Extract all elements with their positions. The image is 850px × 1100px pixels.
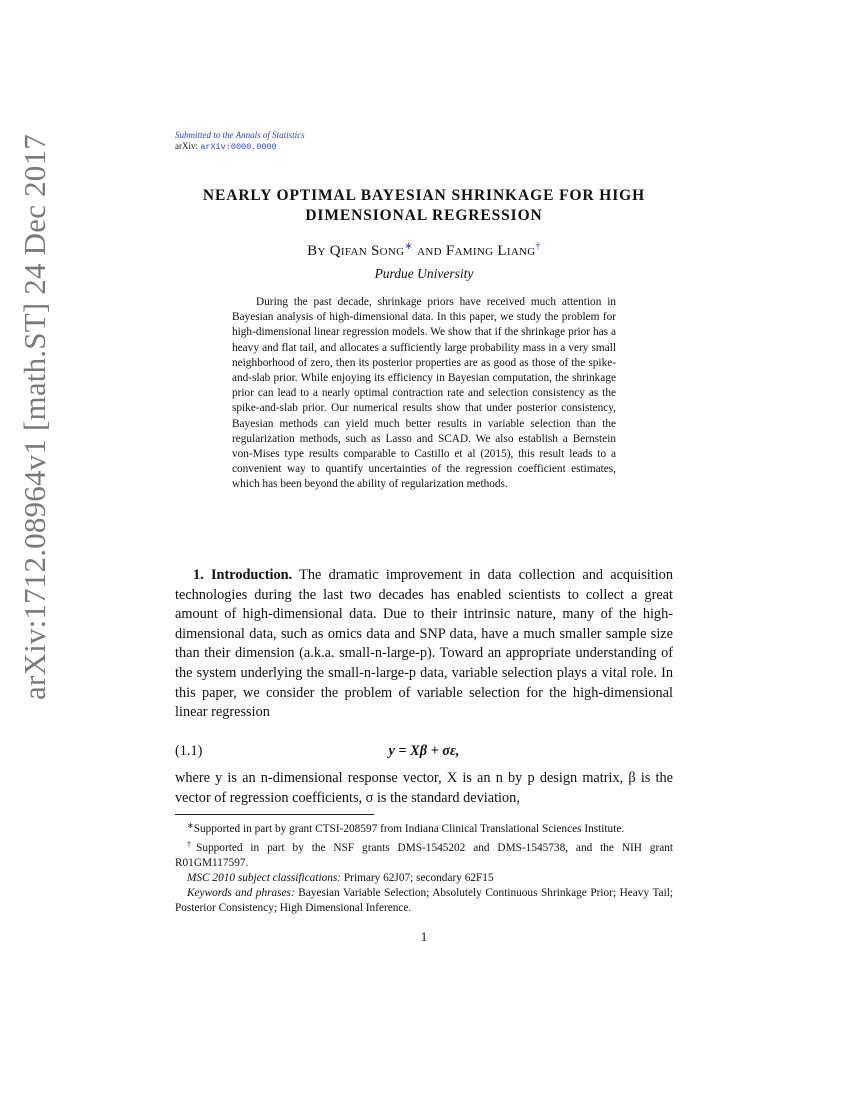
keywords-label: Keywords and phrases: [187, 887, 295, 900]
msc-label: MSC 2010 subject classifications: [187, 872, 342, 885]
arxiv-prefix: arXiv: [175, 141, 201, 151]
footnote-2-mark: † [187, 840, 197, 850]
abstract: During the past decade, shrinkage priors have received much attention in Bayesian analysis of high-dimensional data. In this paper, we study the problem for high-dimensional linear regression models. We show that if the shrinkage prior has a heavy and flat tail, and allocates a sufficiently large probability mass in a very small neighborhood of zero, then its posterior properties are as good as those of the spike-and-slab prior. While enjoying its efficiency in Bayesian computation, the shrinkage prior can lead to a nearly optimal contraction rate and selection consistency as the spike-and-slab prior. Our numerical results show that under posterior consistency, Bayesian methods can yield much better results in variable selection than the regularization methods, such as Lasso and SCAD. We also establish a Bernstein von-Mises type results comparable to Castillo et al (2015), this result leads to a convenient way to quantify uncertainties of the regression coefficient estimates, which has been beyond the ability of regularization methods. [232, 296, 616, 491]
introduction-paragraph [175, 566, 673, 723]
introduction-text: The dramatic improvement in data collection and acquisition technologies during the last two decades has enabled scientists to collect a great amount of high-dimensional data. Due to their intrinsic nature, many of the high-dimensional data, such as omics data and SNP data, have a much smaller sample size than their dimension (a.k.a. small-n-large-p). Toward an appropriate understanding of the system underlying the small-n-large-p data, variable selection plays a vital role. In this paper, we consider the problem of variable selection for the high-dimensional linear regression [175, 567, 673, 721]
footnotes [175, 818, 673, 917]
footnote-divider [175, 814, 374, 815]
arxiv-identifier [175, 141, 277, 152]
msc-codes: Primary 62J07; secondary 62F15 [341, 872, 494, 885]
post-equation-text: where y is an n-dimensional response vector, X is an n by p design matrix, β is the vector of regression coefficients, σ is the standard deviation, [175, 770, 673, 806]
msc-classification [175, 871, 673, 886]
keywords-list: Bayesian Variable Selection; Absolutely Continuous Shrinkage Prior; Heavy Tail; Posterior Consistency; High Dimensional Inference. [175, 887, 673, 915]
by-label: By [307, 243, 326, 259]
footnote-2 [175, 837, 673, 871]
and-label: and [417, 243, 442, 259]
footnote-2-text: Supported in part by the NSF grants DMS-1545202 and DMS-1545738, and the NIH grant R01GM117597. [175, 842, 674, 870]
author-1-footnote-mark[interactable]: ∗ [404, 241, 414, 252]
arxiv-code-link[interactable]: arXiv:0000.0000 [200, 142, 277, 152]
paper-title: NEARLY OPTIMAL BAYESIAN SHRINKAGE FOR HIGH DIMENSIONAL REGRESSION [202, 187, 646, 224]
footnote-1 [175, 818, 673, 837]
author-line [175, 241, 673, 260]
author-2: Faming Liang [445, 243, 536, 259]
keywords [175, 886, 673, 916]
footnote-1-mark: ∗ [187, 821, 194, 830]
arxiv-side-stamp: arXiv:1712.08964v1 [math.ST] 24 Dec 2017 [17, 134, 52, 700]
equation-formula: y = Xβ + σε, [388, 743, 460, 759]
affiliation: Purdue University [374, 266, 474, 281]
author-2-footnote-mark[interactable]: † [535, 241, 541, 252]
submitted-journal-link[interactable]: Submitted to the Annals of Statistics [175, 130, 305, 140]
footnote-1-text: Supported in part by grant CTSI-208597 from Indiana Clinical Translational Sciences Institute. [193, 823, 625, 835]
section-heading: 1. Introduction. [193, 567, 293, 583]
page-number: 1 [420, 929, 428, 944]
equation-number: (1.1) [175, 743, 203, 759]
author-1: Qifan Song [329, 243, 405, 259]
